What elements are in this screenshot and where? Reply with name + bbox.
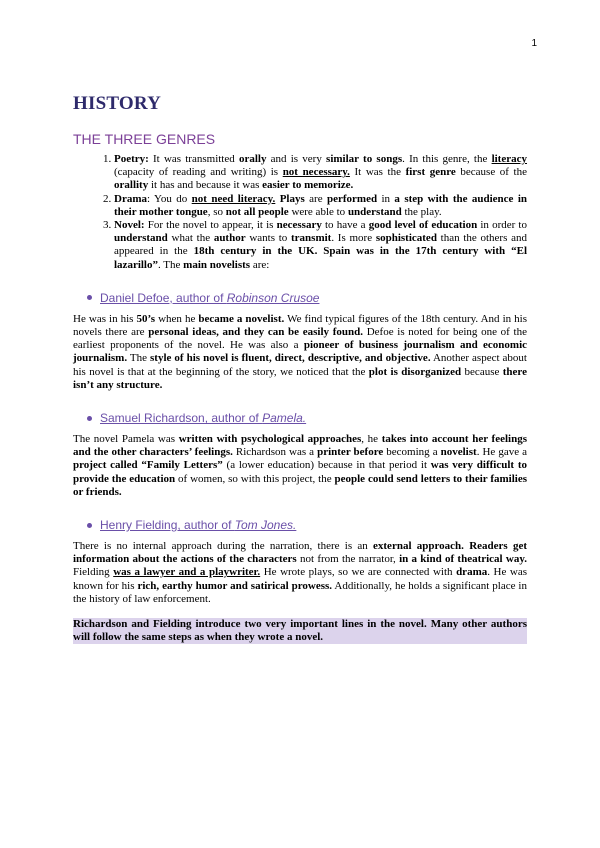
page-title: HISTORY xyxy=(73,93,162,114)
author-heading-richardson xyxy=(87,411,527,425)
author-heading-defoe xyxy=(87,291,527,305)
author-heading-fielding xyxy=(87,518,527,532)
bullet-icon xyxy=(87,523,92,528)
bullet-icon xyxy=(87,295,92,300)
document-body xyxy=(73,93,527,644)
conclusion-highlight: Richardson and Fielding introduce two very important lines in the novel. Many other authors will follow the same steps as when they wrote a novel. xyxy=(73,618,527,644)
genre-drama: 2. Drama: You do not need literacy. Plays are performed in a step with the audience in their mother tongue, so not all people were able to understand the play. xyxy=(114,193,527,219)
author-link-richardson[interactable]: Samuel Richardson, author of Pamela. xyxy=(100,411,307,426)
genre-list xyxy=(73,153,527,272)
paragraph-fielding: There is no internal approach during the narration, there is an external approach. Readers get information about the actions of the characters not from the narrator, in a kind of theatrical way. Fielding was a lawyer and a playwriter. He wrote plays, so we are connected with drama. He was known for his rich, earthy humor and satirical prowess. Additionally, he holds a significant place in the history of law enforcement. xyxy=(73,540,527,605)
genre-novel: 3. Novel: For the novel to appear, it is necessary to have a good level of education in order to understand what the author wants to transmit. Is more sophisticated than the others and appeared in the 18th century in the UK. Spain was in the 17th century with “El lazarillo”. The main novelists are: xyxy=(114,219,527,272)
page-number: 1 xyxy=(531,38,537,49)
author-link-defoe[interactable]: Daniel Defoe, author of Robinson Crusoe xyxy=(100,290,320,305)
paragraph-richardson: The novel Pamela was written with psychological approaches, he takes into account her feelings and the other characters’ feelings. Richardson was a printer before becoming a novelist. He gave a project called “Family Letters” (a lower education) because in that period it was very difficult to provide the education of women, so with this project, the people could send letters to their families or friends. xyxy=(73,433,527,498)
genre-poetry: 1. Poetry: It was transmitted orally and is very similar to songs. In this genre, the literacy (capacity of reading and writing) is not necessary. It was the first genre because of the orallity it has and because it was easier to memorize. xyxy=(114,153,527,193)
paragraph-defoe: He was in his 50’s when he became a novelist. We find typical figures of the 18th century. And in his novels there are personal ideas, and they can be easily found. Defoe is noted for being one of the earliest proponents of the novel. He was also a pioneer of business journalism and economic journalism. The style of his novel is fluent, direct, descriptive, and objective. Another aspect about his novel is that at the beginning of the story, we noticed that the plot is disorganized because there isn’t any structure. xyxy=(73,312,528,391)
author-link-fielding[interactable]: Henry Fielding, author of Tom Jones. xyxy=(100,518,297,533)
section-heading: THE THREE GENRES xyxy=(73,131,216,147)
bullet-icon xyxy=(87,416,92,421)
